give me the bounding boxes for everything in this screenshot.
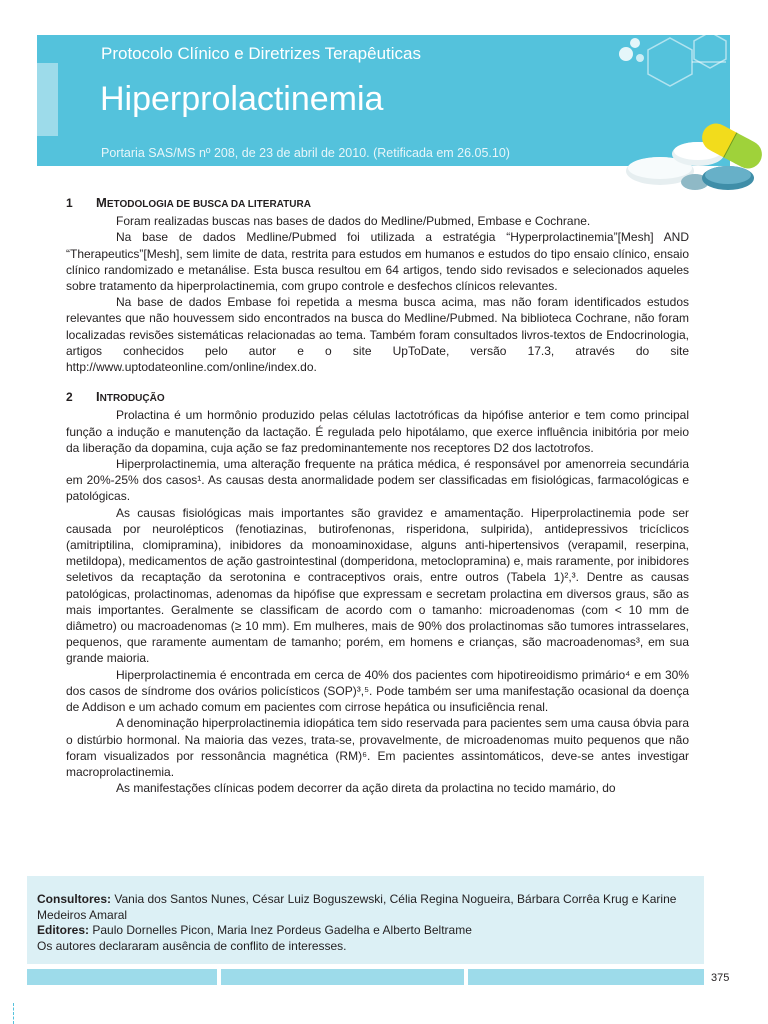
editores-line [37, 923, 697, 939]
footer-bar-segment [27, 969, 217, 985]
section-number: 2 [66, 390, 73, 405]
paragraph: Foram realizadas buscas nas bases de dados do Medline/Pubmed, Embase e Cochrane. [116, 214, 591, 229]
section-number: 1 [66, 196, 73, 210]
paragraph: As manifestações clínicas podem decorrer da ação direta da prolactina no tecido mamário, do [116, 781, 616, 796]
section-heading-initial: M [96, 195, 107, 210]
paragraph: A denominação hiperprolactinemia idiopática tem sido reservada para pacientes sem uma causa óbvia para o distúrbio hormonal. Na maioria das vezes, trata-se, provavelmente, de microadenomas muito pequenos que não foram visualizados por ressonância magnética (RM)⁶. Em pacientes assintomáticos, deve-se antes investigar macroprolactinemia. [66, 716, 689, 779]
section-heading-text: ETODOLOGIA DE BUSCA DA LITERATURA [106, 199, 311, 210]
series-title: Protocolo Clínico e Diretrizes Terapêuticas [101, 44, 421, 63]
paragraph: As causas fisiológicas mais importantes são gravidez e amamentação. Hiperprolactinemia pode ser causada por neurolépticos (fenotiazinas, butirofenonas, risperidona, sulpirida), antidepressivos tricíclicos (amitriptilina, clomipramina), inibidores da monoaminoxidase, alguns anti-hipertensivos (verapamil, reserpina, metildopa), medicamentos de ação gastrointestinal (domperidona, metoclopramina) e, mais raramente, por inibidores seletivos da recaptação da serotonina e contraceptivos orais, entre outros (Tabela 1)²,³. Dentre as causas patológicas, prolactinomas, adenomas da hipófise que expressam e secretam prolactina em diversos graus, são as mais importantes. Geralmente se classificam de acordo com o tamanho: microadenomas (com < 10 mm de diâmetro) ou macroadenomas (≥ 10 mm). Em mulheres, mais de 90% dos prolactinomas são tumores intrasselares, pequenos, que raramente aumentam de tamanho; porém, em homens e crianças, são macroadenomas³, em sua grande maioria. [66, 505, 689, 666]
paragraph: Na base de dados Medline/Pubmed foi utilizada a estratégia “Hyperprolactinemia”[Mesh] AND “Therapeutics”[Mesh], sem limite de data, restrita para estudos em humanos e estudos do tipo ensaio clínico, ensaio clínico randomizado e metanálise. Esta busca resultou em 64 artigos, tendo sido revisados e selecionados aqueles sobre tratamento da hiperprolactinemia, com grupo controle e desfechos clínicos relevantes. [66, 230, 689, 294]
footer-bar-segment [221, 969, 464, 985]
paragraph: Hiperprolactinemia é encontrada em cerca de 40% dos pacientes com hipotireoidismo primário⁴ e em 30% dos casos de síndrome dos ovários policísticos (SOP)³,⁵. Pode também ser uma manifestação ocasional da doença de Addison e um achado comum em pacientes com cirrose hepática ou insuficiência renal. [66, 667, 689, 715]
consultores-names: Vania dos Santos Nunes, César Luiz Boguszewski, Célia Regina Nogueira, Bárbara Corrêa Krug e Karine Medeiros Amaral [37, 892, 677, 922]
disclaimer: Os autores declararam ausência de conflito de interesses. [37, 938, 347, 953]
section-heading-initial: I [96, 389, 100, 405]
paragraph: Na base de dados Embase foi repetida a mesma busca acima, mas não foram identificados estudos relevantes que não houvessem sido encontrados na busca do Medline/Pubmed. Na biblioteca Cochrane, não foram localizadas revisões sistemáticas relacionadas ao tema. Também foram consultados livros-textos de Endocrinologia, artigos conhecidos pelo autor e o site UpToDate, versão 17.3, através do site http://www.uptodateonline.com/online/index.do. [66, 295, 689, 375]
consultores-line [37, 892, 697, 923]
footer-bar-segment [468, 969, 704, 985]
header-tab-accent [37, 63, 58, 136]
credits-text [37, 892, 697, 954]
editores-names: Paulo Dornelles Picon, Maria Inez Pordeus Gadelha e Alberto Beltrame [92, 923, 472, 937]
consultores-label: Consultores: [37, 892, 112, 906]
paragraph: Hiperprolactinemia, uma alteração frequente na prática médica, é responsável por amenorreia secundária em 20%-25% dos casos¹. As causas desta anormalidade podem ser classificadas em fisiológicas, farmacológicas e patológicas. [66, 457, 689, 504]
pills-illustration-icon [600, 28, 768, 198]
paragraph: Prolactina é um hormônio produzido pelas células lactotróficas da hipófise anterior e tem como principal função a indução e manutenção da lactação. É regulada pelo hipotálamo, que exerce influência inibitória por meio da liberação da dopamina, cuja ação se faz predominantemente nos receptores D2 dos lactotrofos. [66, 408, 689, 455]
section-heading-1 [66, 195, 689, 213]
page-title: Hiperprolactinemia [100, 80, 384, 118]
section-heading-2 [66, 389, 689, 407]
document-body [66, 195, 689, 796]
section-heading-text: NTRODUÇÃO [99, 393, 165, 405]
editores-label: Editores: [37, 923, 90, 937]
portaria-line: Portaria SAS/MS nº 208, de 23 de abril de 2010. (Retificada em 26.05.10) [101, 146, 510, 160]
crop-mark [13, 1003, 16, 1024]
page-number: 375 [711, 972, 730, 984]
